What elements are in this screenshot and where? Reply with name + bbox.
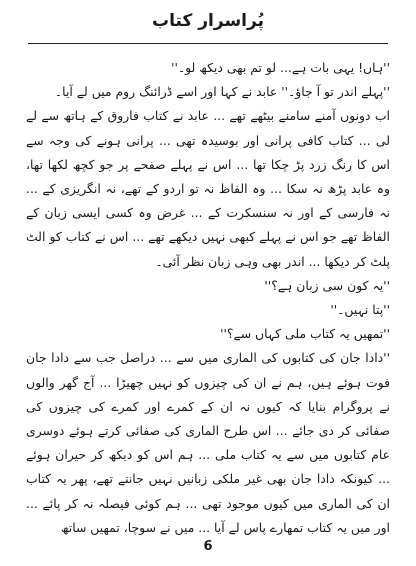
book-title: پُراسرار کتاب (152, 11, 264, 31)
running-header (0, 8, 416, 48)
header-divider (28, 43, 388, 44)
paragraph: ''یہ کون سی زبان ہے؟'' (264, 277, 390, 293)
paragraph: ''ہاں! یہی بات ہے... لو تم بھی دیکھ لو۔'' (171, 60, 390, 75)
paragraph: ''پتا نہیں۔'' (330, 302, 390, 318)
body-text (26, 56, 390, 540)
paragraph: ''دادا جان کی کتابوں کی الماری میں سے ... دراصل جب سے دادا جان فوت ہوئے ہیں، ہم نے ان کی چیزوں کو نہیں چھیڑا ... آج گھر والوں نے پروگرام بنایا کہ کیوں نہ ان کے کمرے اور کمرے کی چیزوں کی صفائی کر دی جائے ... اس طرح الماری کی صفائی کرتے ہوئے دوسری عام کتابوں میں سے یہ کتاب ملی ... ہم اس کو دیکھ کر حیران ہوئے ... کیونکہ دادا جان بھی غیر ملکی زبانیں نہیں جانتے تھے، پھر یہ کتاب ان کی الماری میں کیوں موجود تھی ... ہم کوئی فیصلہ نہ کر پائے ... اور میں یہ کتاب تمھارے پاس لے آیا ... میں نے سوچا، تمھیں ساتھ (26, 350, 390, 535)
paragraph: اب دونوں آمنے سامنے بیٹھے تھے ... عابد نے کتاب فاروق کے ہاتھ سے لے لی ... کتاب کافی پرانی اور بوسیدہ تھی ... پرانی ہونے کی وجہ سے اس کا رنگ زرد پڑ چکا تھا ... اس نے پہلے صفحے پر جو کچھ لکھا تھا، وہ عابد پڑھ نہ سکا ... وہ الفاظ نہ تو اردو کے تھے، نہ انگریزی کے ... نہ فارسی کے اور نہ سنسکرت کے ... غرض وہ کسی ایسی زبان کے الفاظ تھے جو اس نے پہلے کبھی نہیں دیکھے تھے ... اس نے کتاب کو الٹ پلٹ کر دیکھا ... اندر بھی وہی زبان نظر آئی۔ (26, 108, 390, 269)
page-number: 6 (203, 539, 213, 554)
paragraph: ''پہلے اندر تو آ جاؤ۔'' عابد نے کہا اور اسے ڈرائنگ روم میں لے آیا۔ (54, 84, 390, 100)
paragraph: ''تمھیں یہ کتاب ملی کہاں سے؟'' (220, 326, 390, 342)
